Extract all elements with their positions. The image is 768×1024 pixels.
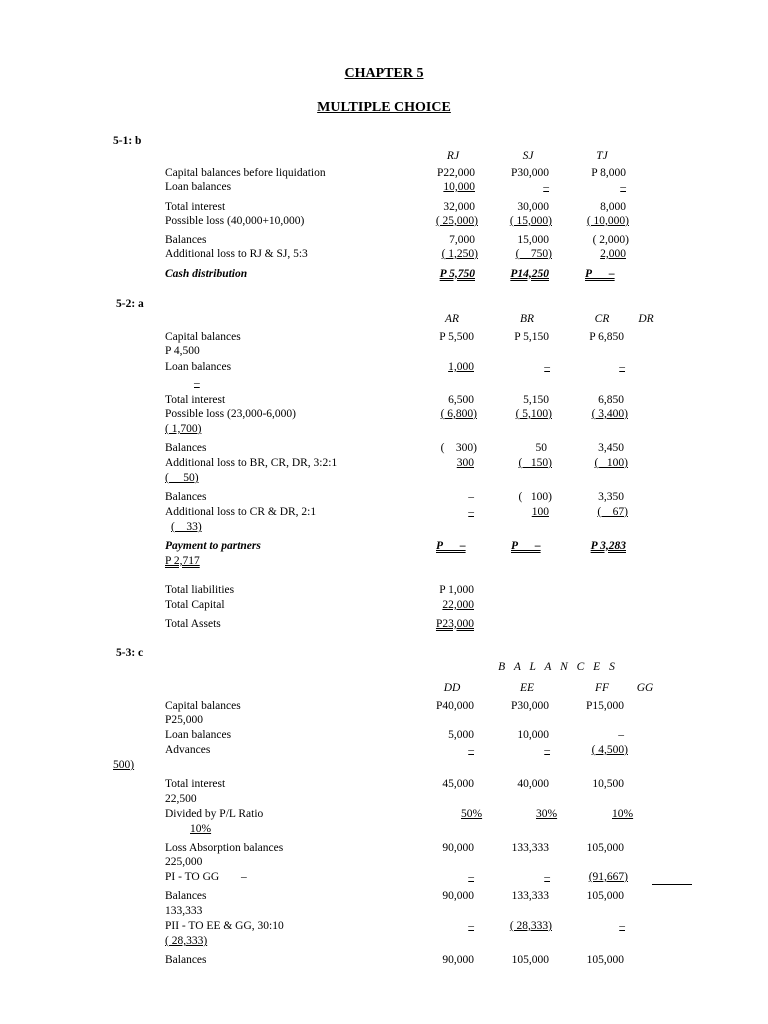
cell: ( 67) (597, 506, 628, 518)
dash-mark: – (241, 871, 247, 883)
cell: 133,333 (511, 842, 549, 854)
question-label: 5-2: a (116, 298, 144, 310)
column-header: GG (636, 682, 654, 694)
row-label: Divided by P/L Ratio (165, 808, 264, 820)
chapter-title: CHAPTER 5 (344, 66, 424, 81)
cell: 40,000 (517, 778, 549, 790)
cell: – (619, 361, 625, 373)
cell: 105,000 (586, 954, 624, 966)
row-label: Balances (165, 954, 207, 966)
row-label: Balances (165, 234, 207, 246)
cell: 300 (456, 457, 474, 469)
row-label: Loan balances (165, 729, 232, 741)
blank-underline (652, 884, 692, 885)
row-label: Total interest (165, 394, 226, 406)
cell: – (543, 181, 549, 193)
column-header: RJ (446, 150, 460, 162)
cell: ( 300) (440, 442, 477, 454)
row-label: Additional loss to BR, CR, DR, 3:2:1 (165, 457, 338, 469)
cell: 7,000 (449, 234, 475, 246)
cell: ( 750) (515, 248, 552, 260)
row-label: Balances (165, 442, 207, 454)
wrapped-cell: 10% (190, 823, 212, 835)
cell: – (544, 361, 550, 373)
cell: 30% (536, 808, 558, 820)
cell: P30,000 (510, 167, 549, 179)
cell: P 5,750 (439, 268, 475, 280)
wrapped-cell: P25,000 (165, 714, 204, 726)
row-label: Additional loss to RJ & SJ, 5:3 (165, 248, 308, 260)
summary-label: Total Assets (165, 618, 221, 630)
cell: ( 100) (518, 491, 552, 503)
row-label: Advances (165, 744, 211, 756)
column-header: DR (638, 313, 654, 325)
cell: 105,000 (586, 890, 624, 902)
cell: P40,000 (435, 700, 474, 712)
cell: P – (511, 540, 541, 552)
row-label: Capital balances (165, 331, 241, 343)
cell: ( 1,250) (441, 248, 478, 260)
cell: 5,150 (523, 394, 549, 406)
cell: P 6,850 (589, 331, 624, 343)
wrapped-cell: P 4,500 (165, 345, 200, 357)
summary-value: P 1,000 (439, 584, 474, 596)
row-label: Cash distribution (165, 268, 248, 280)
row-label: Balances (165, 890, 207, 902)
summary-value: P23,000 (435, 618, 474, 630)
cell: ( 25,000) (435, 215, 478, 227)
row-label: Capital balances before liquidation (165, 167, 326, 179)
cell: ( 5,100) (515, 408, 552, 420)
cell: – (468, 506, 474, 518)
question-label: 5-1: b (113, 135, 142, 147)
cell: – (618, 729, 624, 741)
cell: – (468, 744, 474, 756)
column-header: DD (443, 682, 461, 694)
cell: P15,000 (585, 700, 624, 712)
row-label: Balances (165, 491, 207, 503)
cell: P 3,283 (590, 540, 626, 552)
cell: – (620, 181, 626, 193)
column-header: BR (519, 313, 535, 325)
cell: – (468, 871, 474, 883)
column-header: TJ (596, 150, 608, 162)
row-label: Additional loss to CR & DR, 2:1 (165, 506, 317, 518)
column-header: SJ (522, 150, 534, 162)
cell: P – (585, 268, 615, 280)
row-label: Loan balances (165, 181, 232, 193)
cell: – (619, 920, 625, 932)
cell: 6,850 (598, 394, 624, 406)
cell: 50 (535, 442, 547, 454)
row-label: Total interest (165, 201, 226, 213)
row-label: PI - TO GG (165, 871, 220, 883)
cell: 15,000 (517, 234, 549, 246)
cell: 2,000 (600, 248, 626, 260)
wrapped-cell: 225,000 (165, 856, 203, 868)
cell: 105,000 (511, 954, 549, 966)
row-label: PII - TO EE & GG, 30:10 (165, 920, 284, 932)
cell: 32,000 (443, 201, 475, 213)
cell: – (544, 871, 550, 883)
row-label: Possible loss (40,000+10,000) (165, 215, 305, 227)
group-header: B A L A N C E S (498, 661, 618, 673)
cell: (91,667) (588, 871, 628, 883)
question-label: 5-3: c (116, 647, 144, 659)
cell: ( 10,000) (586, 215, 629, 227)
wrapped-cell: 22,500 (165, 793, 197, 805)
cell: ( 15,000) (509, 215, 552, 227)
wrapped-cell: 500) (113, 759, 135, 771)
column-header: FF (594, 682, 610, 694)
wrapped-cell: ( 33) (171, 521, 202, 533)
section-title: MULTIPLE CHOICE (317, 100, 451, 115)
cell: ( 28,333) (509, 920, 552, 932)
cell: ( 3,400) (591, 408, 628, 420)
cell: 90,000 (442, 890, 474, 902)
wrapped-cell: ( 28,333) (165, 935, 208, 947)
cell: 3,350 (598, 491, 624, 503)
cell: P 5,500 (439, 331, 474, 343)
cell: P 5,150 (514, 331, 549, 343)
column-header: CR (594, 313, 610, 325)
wrapped-cell: ( 50) (165, 472, 199, 484)
cell: 100 (531, 506, 549, 518)
wrapped-cell: P 2,717 (165, 555, 200, 567)
wrapped-cell: – (194, 377, 200, 389)
cell: 10,000 (443, 181, 475, 193)
row-label: Capital balances (165, 700, 241, 712)
summary-label: Total liabilities (165, 584, 235, 596)
cell: 105,000 (586, 842, 624, 854)
cell: 1,000 (448, 361, 474, 373)
cell: 90,000 (442, 954, 474, 966)
row-label: Loan balances (165, 361, 232, 373)
cell: P14,250 (510, 268, 549, 280)
wrapped-cell: 133,333 (165, 905, 203, 917)
cell: – (468, 920, 474, 932)
row-label: Payment to partners (165, 540, 261, 552)
cell: ( 100) (594, 457, 628, 469)
summary-label: Total Capital (165, 599, 225, 611)
cell: 45,000 (442, 778, 474, 790)
wrapped-cell: ( 1,700) (165, 423, 202, 435)
cell: 10,000 (517, 729, 549, 741)
cell: 133,333 (511, 890, 549, 902)
column-header: EE (519, 682, 535, 694)
cell: 30,000 (517, 201, 549, 213)
cell: ( 4,500) (591, 744, 628, 756)
row-label: Possible loss (23,000-6,000) (165, 408, 296, 420)
cell: 10,500 (592, 778, 624, 790)
cell: – (544, 744, 550, 756)
cell: 50% (461, 808, 483, 820)
cell: P 8,000 (591, 167, 626, 179)
row-label: Loss Absorption balances (165, 842, 284, 854)
cell: ( 2,000) (592, 234, 629, 246)
cell: – (468, 491, 474, 503)
column-header: AR (444, 313, 460, 325)
cell: P – (436, 540, 466, 552)
cell: P22,000 (436, 167, 475, 179)
row-label: Total interest (165, 778, 226, 790)
cell: 3,450 (598, 442, 624, 454)
cell: ( 6,800) (440, 408, 477, 420)
summary-value: 22,000 (442, 599, 474, 611)
cell: 10% (612, 808, 634, 820)
cell: 90,000 (442, 842, 474, 854)
cell: 6,500 (448, 394, 474, 406)
cell: 5,000 (448, 729, 474, 741)
cell: ( 150) (518, 457, 552, 469)
cell: 8,000 (600, 201, 626, 213)
cell: P30,000 (510, 700, 549, 712)
